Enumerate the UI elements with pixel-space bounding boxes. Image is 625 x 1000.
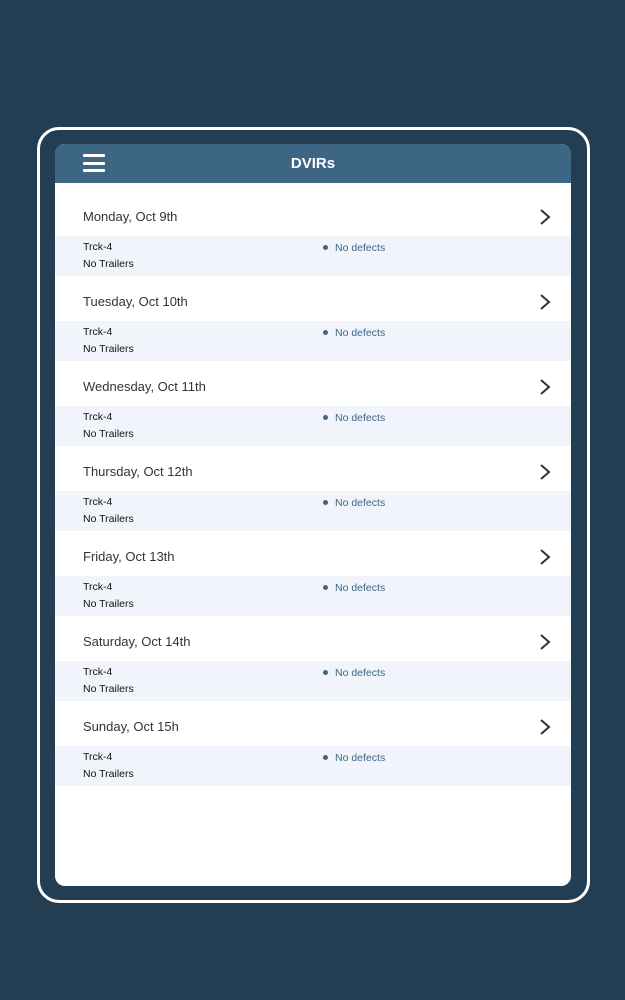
page-title: DVIRs bbox=[290, 155, 336, 172]
dvir-date: Sunday, Oct 15h bbox=[83, 719, 179, 734]
dvir-entry-details bbox=[55, 321, 571, 361]
dvir-entry-header[interactable] bbox=[55, 368, 571, 406]
trailers-label: No Trailers bbox=[83, 768, 134, 780]
dvir-entry[interactable] bbox=[55, 538, 571, 616]
status-dot-icon bbox=[323, 500, 328, 505]
trailers-label: No Trailers bbox=[83, 683, 134, 695]
status-text: No defects bbox=[335, 752, 386, 764]
dvir-entry-details bbox=[55, 491, 571, 531]
dvir-entry[interactable] bbox=[55, 623, 571, 701]
dvir-date: Thursday, Oct 12th bbox=[83, 464, 193, 479]
dvir-entry-header[interactable] bbox=[55, 283, 571, 321]
status-text: No defects bbox=[335, 242, 386, 254]
dvir-entry-header[interactable] bbox=[55, 538, 571, 576]
status-badge bbox=[323, 582, 385, 594]
trailers-label: No Trailers bbox=[83, 513, 134, 525]
dvir-entry[interactable] bbox=[55, 283, 571, 361]
dvir-entry[interactable] bbox=[55, 198, 571, 276]
status-dot-icon bbox=[323, 670, 328, 675]
status-text: No defects bbox=[335, 582, 386, 594]
app-screen bbox=[55, 144, 571, 886]
status-dot-icon bbox=[323, 585, 328, 590]
dvir-date: Monday, Oct 9th bbox=[83, 209, 178, 224]
trailers-label: No Trailers bbox=[83, 258, 134, 270]
dvir-entry-header[interactable] bbox=[55, 198, 571, 236]
vehicle-name: Trck-4 bbox=[83, 326, 113, 338]
status-badge bbox=[323, 667, 385, 679]
status-badge bbox=[323, 242, 385, 254]
chevron-right-icon[interactable] bbox=[539, 548, 551, 566]
status-text: No defects bbox=[335, 412, 386, 424]
status-badge bbox=[323, 327, 385, 339]
dvir-entry-details bbox=[55, 406, 571, 446]
dvir-entry-header[interactable] bbox=[55, 708, 571, 746]
vehicle-name: Trck-4 bbox=[83, 751, 113, 763]
status-dot-icon bbox=[323, 330, 328, 335]
dvir-list bbox=[55, 183, 571, 786]
dvir-entry[interactable] bbox=[55, 453, 571, 531]
chevron-right-icon[interactable] bbox=[539, 208, 551, 226]
chevron-right-icon[interactable] bbox=[539, 633, 551, 651]
dvir-entry-details bbox=[55, 661, 571, 701]
dvir-entry-details bbox=[55, 236, 571, 276]
dvir-entry-details bbox=[55, 576, 571, 616]
dvir-entry[interactable] bbox=[55, 708, 571, 786]
status-badge bbox=[323, 497, 385, 509]
dvir-date: Tuesday, Oct 10th bbox=[83, 294, 188, 309]
dvir-date: Wednesday, Oct 11th bbox=[83, 379, 206, 394]
app-header bbox=[55, 144, 571, 183]
chevron-right-icon[interactable] bbox=[539, 463, 551, 481]
status-dot-icon bbox=[323, 415, 328, 420]
status-text: No defects bbox=[335, 497, 386, 509]
status-dot-icon bbox=[323, 245, 328, 250]
status-dot-icon bbox=[323, 755, 328, 760]
vehicle-name: Trck-4 bbox=[83, 666, 113, 678]
vehicle-name: Trck-4 bbox=[83, 241, 113, 253]
vehicle-name: Trck-4 bbox=[83, 496, 113, 508]
dvir-date: Friday, Oct 13th bbox=[83, 549, 175, 564]
chevron-right-icon[interactable] bbox=[539, 718, 551, 736]
chevron-right-icon[interactable] bbox=[539, 378, 551, 396]
status-text: No defects bbox=[335, 327, 386, 339]
dvir-date: Saturday, Oct 14th bbox=[83, 634, 191, 649]
vehicle-name: Trck-4 bbox=[83, 581, 113, 593]
status-text: No defects bbox=[335, 667, 386, 679]
trailers-label: No Trailers bbox=[83, 598, 134, 610]
trailers-label: No Trailers bbox=[83, 428, 134, 440]
status-badge bbox=[323, 412, 385, 424]
trailers-label: No Trailers bbox=[83, 343, 134, 355]
chevron-right-icon[interactable] bbox=[539, 293, 551, 311]
dvir-entry-header[interactable] bbox=[55, 453, 571, 491]
dvir-entry-details bbox=[55, 746, 571, 786]
status-badge bbox=[323, 752, 385, 764]
vehicle-name: Trck-4 bbox=[83, 411, 113, 423]
dvir-entry-header[interactable] bbox=[55, 623, 571, 661]
dvir-entry[interactable] bbox=[55, 368, 571, 446]
